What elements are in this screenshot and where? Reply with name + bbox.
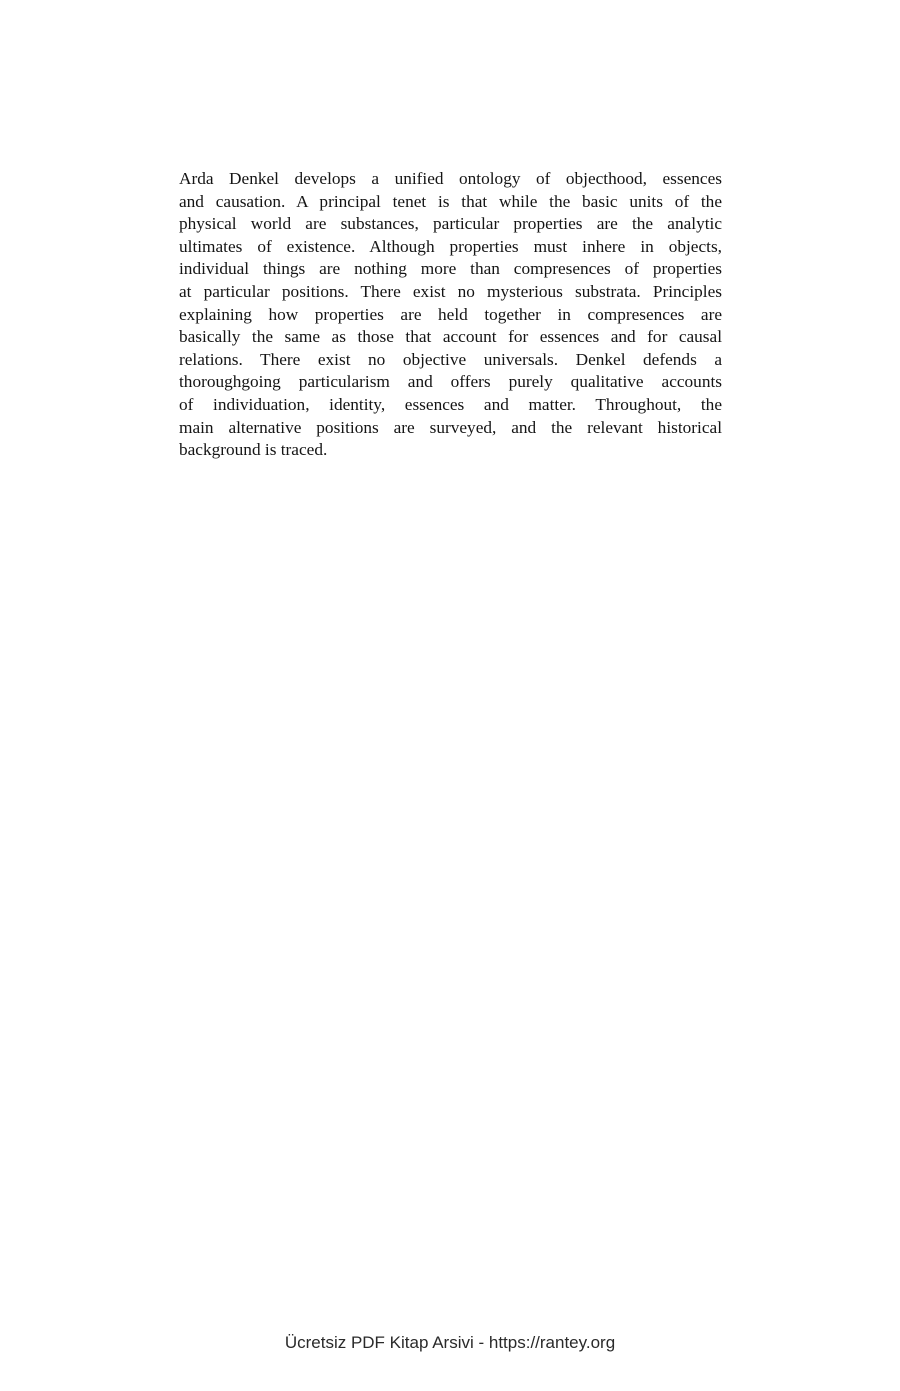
blurb-line: main alternative positions are surveyed, and the relevant historical	[179, 417, 722, 437]
blurb-line: and causation. A principal tenet is that while the basic units of the	[179, 191, 722, 211]
blurb-line: individual things are nothing more than compresences of properties	[179, 259, 722, 279]
blurb-line: background is traced.	[179, 440, 328, 460]
blurb-line: explaining how properties are held together in compresences are	[179, 304, 722, 324]
blurb-line: relations. There exist no objective universals. Denkel defends a	[179, 349, 722, 369]
blurb-line: physical world are substances, particular properties are the analytic	[179, 214, 722, 234]
blurb-line: thoroughgoing particularism and offers purely qualitative accounts	[179, 372, 722, 392]
blurb-line: ultimates of existence. Although properties must inhere in objects,	[179, 236, 722, 256]
footer-watermark: Ücretsiz PDF Kitap Arsivi - https://rantey.org	[284, 1333, 616, 1352]
blurb-line: at particular positions. There exist no mysterious substrata. Principles	[179, 281, 722, 301]
blurb-line: of individuation, identity, essences and matter. Throughout, the	[179, 394, 722, 414]
blurb-line: Arda Denkel develops a unified ontology of objecthood, essences	[179, 169, 722, 188]
book-blurb	[179, 168, 722, 462]
blurb-line: basically the same as those that account for essences and for causal	[179, 327, 722, 347]
